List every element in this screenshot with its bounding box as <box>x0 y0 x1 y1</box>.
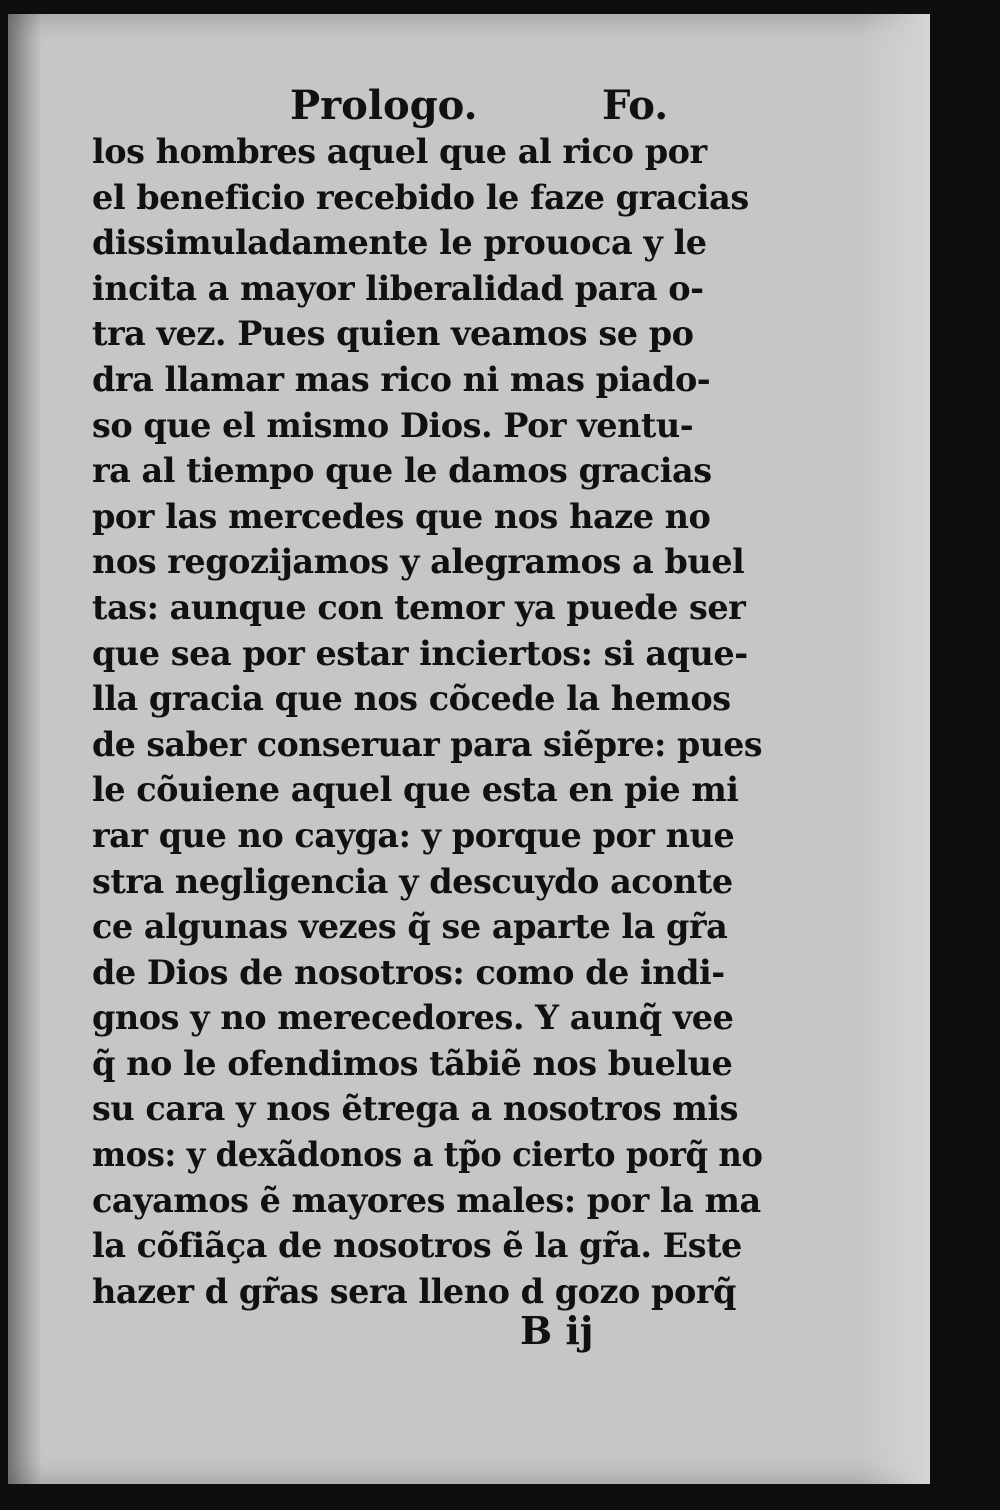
text-line: de Dios de nosotros: como de indi- <box>92 952 725 993</box>
text-line: hazer d gr̃as sera lleno d gozo porq̃ <box>92 1271 736 1312</box>
text-line: le cõuiene aquel que esta en pie mi <box>92 770 739 811</box>
text-line: la cõfiãça de nosotros ẽ la gr̃a. Este <box>92 1226 742 1267</box>
text-line: so que el mismo Dios. Por ventu- <box>92 405 694 446</box>
page-edge <box>860 14 930 1484</box>
text-line: q̃ no le ofendimos tãbiẽ nos buelue <box>92 1043 733 1084</box>
text-line: dissimuladamente le prouoca y le <box>92 223 707 264</box>
text-line: stra negligencia y descuydo aconte <box>92 861 733 902</box>
text-line: que sea por estar inciertos: si aque- <box>92 633 748 674</box>
text-line: los hombres aquel que al rico por <box>92 132 707 172</box>
text-line: mos: y dexãdonos a tp̃o cierto porq̃ no <box>92 1135 763 1176</box>
text-line: su cara y nos ẽtrega a nosotros mis <box>92 1089 738 1130</box>
text-line: lla gracia que nos cõcede la hemos <box>92 679 731 720</box>
text-line: tas: aunque con temor ya puede ser <box>92 587 746 628</box>
signature-mark: B ij <box>520 1308 594 1353</box>
text-line: por las mercedes que nos haze no <box>92 496 711 537</box>
gutter-shadow <box>8 14 42 1484</box>
text-line: dra llamar mas rico ni mas piado- <box>92 359 711 400</box>
text-line: cayamos ẽ mayores males: por la ma <box>92 1180 761 1221</box>
folio-number: Fo. <box>602 82 669 129</box>
text-line: rar que no cayga: y porque por nue <box>92 815 735 856</box>
text-line: nos regozijamos y alegramos a buel <box>92 542 745 583</box>
text-line: de saber conseruar para siẽpre: pues <box>92 724 763 765</box>
text-line: el beneficio recebido le faze gracias <box>92 177 749 218</box>
text-line: ra al tiempo que le damos gracias <box>92 451 712 492</box>
text-line: tra vez. Pues quien veamos se po <box>92 314 694 355</box>
running-title: Prologo. <box>290 82 478 129</box>
body-text <box>92 130 772 1315</box>
text-line: incita a mayor liberalidad para o- <box>92 268 704 309</box>
text-line: ce algunas vezes q̃ se aparte la gr̃a <box>92 907 728 948</box>
text-line: gnos y no merecedores. Y aunq̃ vee <box>92 998 734 1039</box>
